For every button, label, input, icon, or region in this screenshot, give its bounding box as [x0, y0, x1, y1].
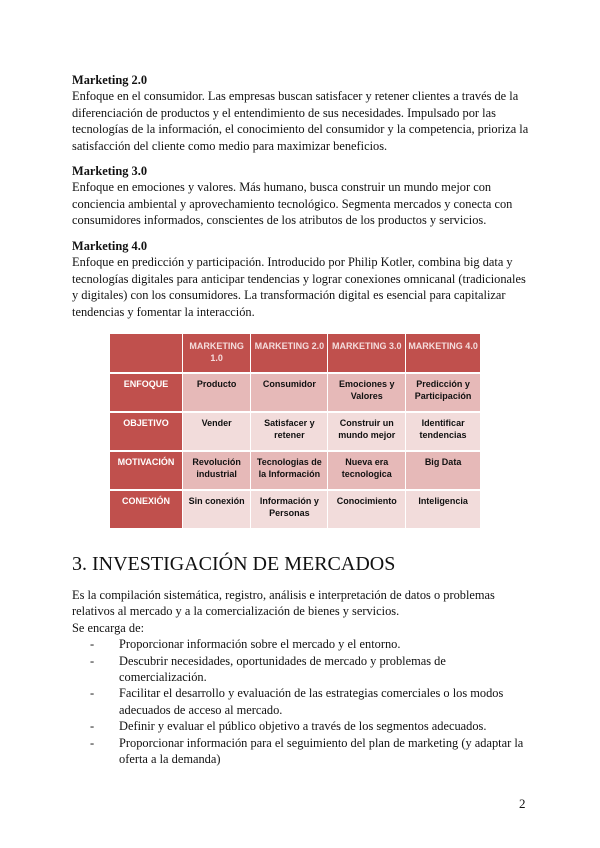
table-row	[110, 451, 480, 490]
table-cell: Satisfacer y retener	[251, 412, 328, 451]
section-text: Enfoque en emociones y valores. Más humano, busca construir un mundo mejor con conciencia ambiental y aprovechamiento tecnológico. Segmenta mercados y conecta con consumidores informados, conscientes de los atributos de los productos y servicios.	[72, 180, 513, 228]
table-cell: Nueva era tecnologica	[328, 451, 406, 490]
table-cell: Construir un mundo mejor	[328, 412, 406, 451]
row-header: CONEXIÓN	[110, 490, 183, 528]
table-cell: Identificar tendencias	[406, 412, 480, 451]
table-row	[110, 490, 480, 528]
section-heading: 3. INVESTIGACIÓN DE MERCADOS	[72, 553, 396, 575]
table-cell: Consumidor	[251, 373, 328, 412]
section-title: Marketing 2.0	[72, 73, 148, 87]
table-row	[110, 373, 480, 412]
table-cell: Emociones y Valores	[328, 373, 406, 412]
section-text: Enfoque en el consumidor. Las empresas buscan satisfacer y retener clientes a través de la diferenciación de productos y el entendimiento de sus necesidades. Impulsado por las tecnologías de la información, el conocimiento del consumidor y la competencia, prioriza la satisfacción del cliente como medio para maximizar beneficios.	[72, 89, 529, 153]
header-cell: MARKETING 3.0	[328, 334, 406, 373]
table-cell: Big Data	[406, 451, 480, 490]
intro-text: Es la compilación sistemática, registro, análisis e interpretación de datos o problemas relativos al mercado y a la comercialización de bienes y servicios.	[72, 588, 495, 619]
table-cell: Conocimiento	[328, 490, 406, 528]
row-header: OBJETIVO	[110, 412, 183, 451]
header-cell	[110, 334, 183, 373]
research-body	[72, 587, 532, 767]
header-cell: MARKETING 1.0	[183, 334, 251, 373]
table-cell: Información y Personas	[251, 490, 328, 528]
list-item: - Proporcionar información para el seguimiento del plan de marketing (y adaptar la oferta a la demanda)	[72, 735, 532, 768]
list-item: - Facilitar el desarrollo y evaluación de las estrategias comerciales o los modos adecuados de acceso al mercado.	[72, 685, 532, 718]
section-text: Enfoque en predicción y participación. Introducido por Philip Kotler, combina big data y tecnologías digitales para anticipar tendencias y lograr conexiones omnicanal (tradicionales y digitales) con los consumidores. La transformación digital es esencial para capitalizar tendencias y fomentar la interacción.	[72, 255, 526, 319]
table-cell: Revolución industrial	[183, 451, 251, 490]
section-marketing-4	[72, 238, 532, 320]
list-item: - Descubrir necesidades, oportunidades de mercado y problemas de comercialización.	[72, 653, 532, 686]
section-title: Marketing 3.0	[72, 164, 148, 178]
table-cell: Sin conexión	[183, 490, 251, 528]
section-marketing-2	[72, 72, 532, 154]
table-cell: Producto	[183, 373, 251, 412]
table-cell: Inteligencia	[406, 490, 480, 528]
task-list	[72, 636, 532, 767]
table-cell: Tecnologias de la Información	[251, 451, 328, 490]
header-cell: MARKETING 4.0	[406, 334, 480, 373]
list-item: - Definir y evaluar el público objetivo a través de los segmentos adecuados.	[72, 718, 532, 734]
header-cell: MARKETING 2.0	[251, 334, 328, 373]
marketing-comparison-table	[110, 334, 480, 528]
row-header: MOTIVACIÓN	[110, 451, 183, 490]
table-cell: Vender	[183, 412, 251, 451]
list-label: Se encarga de:	[72, 620, 145, 635]
table-cell: Predicción y Participación	[406, 373, 480, 412]
table-row	[110, 412, 480, 451]
page-number: 2	[519, 796, 526, 811]
row-header: ENFOQUE	[110, 373, 183, 412]
section-title: Marketing 4.0	[72, 239, 148, 253]
section-marketing-3	[72, 163, 532, 229]
list-item: - Proporcionar información sobre el mercado y el entorno.	[72, 636, 532, 652]
